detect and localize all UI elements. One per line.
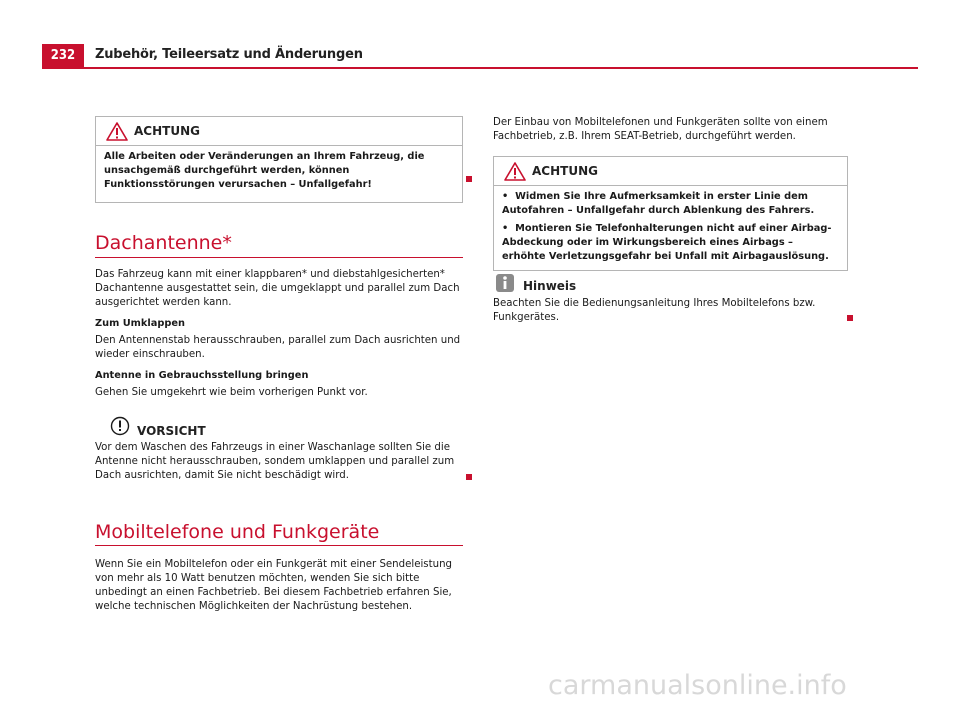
paragraph-einbau: Der Einbau von Mobiltelefonen und Funkgeräten sollte von einem Fachbetrieb, z.B. Ihrem SEAT-Betrieb, durchgeführt werden. <box>493 117 828 142</box>
paragraph-gebrauchsstellung: Gehen Sie umgekehrt wie beim vorherigen Punkt vor. <box>95 387 368 398</box>
caution-text: Vor dem Waschen des Fahrzeugs in einer Waschanlage sollten Sie die Antenne nicht herausschrauben, sondem umklappen und parallel zum Dach ausrichten, damit Sie nicht beschädigt wird. <box>95 442 455 481</box>
warning-item: • Montieren Sie Telefonhalterungen nicht auf einer Airbag-Abdeckung oder im Wirkungsbereich eines Airbags – erhöhte Verletzungsgefahr bei Unfall mit Airbagauslösung. <box>502 223 832 262</box>
left-column <box>95 116 463 203</box>
caution-title: VORSICHT <box>137 424 206 438</box>
warning-header <box>96 117 462 146</box>
warning-title: ACHTUNG <box>532 164 598 178</box>
info-note-icon <box>495 273 515 293</box>
warning-triangle-icon <box>504 162 526 181</box>
caution-icon <box>110 416 130 436</box>
paragraph-umklappen: Den Antennenstab herausschrauben, parallel zum Dach ausrichten und wieder einschrauben. <box>95 335 461 360</box>
page-number: 232 <box>42 44 84 68</box>
subheading-gebrauchsstellung: Antenne in Gebrauchsstellung bringen <box>95 370 309 381</box>
section-heading-dachantenne: Dachantenne* <box>95 232 232 254</box>
warning-item: • Widmen Sie Ihre Aufmerksamkeit in erster Linie dem Autofahren – Unfallgefahr durch Ablenkung des Fahrers. <box>502 191 815 216</box>
paragraph-mobiltelefone: Wenn Sie ein Mobiltelefon oder ein Funkgerät mit einer Sendeleistung von mehr als 10 Watt benutzen möchten, wenden Sie sich bitte unbedingt an einen Fachbetrieb. Bei diesem Fachbetrieb erfahren Sie, welche technischen Möglichkeiten der Nachrüstung bestehen. <box>95 559 452 612</box>
section-body-dachantenne <box>95 268 465 400</box>
notice-text: Beachten Sie die Bedienungsanleitung Ihres Mobiltelefons bzw. Funkgerätes. <box>493 298 816 323</box>
warning-header <box>494 157 847 186</box>
subheading-umklappen: Zum Umklappen <box>95 318 185 329</box>
end-marker <box>466 474 472 480</box>
warning-triangle-icon <box>106 122 128 141</box>
section-divider <box>95 257 463 258</box>
warning-item-text: Montieren Sie Telefonhalterungen nicht auf einer Airbag-Abdeckung oder im Wirkungsbereich eines Airbags – erhöhte Verletzungsgefahr bei Unfall mit Airbagauslösung. <box>502 223 832 262</box>
warning-title: ACHTUNG <box>134 124 200 138</box>
section-heading-mobiltelefone: Mobiltelefone und Funkgeräte <box>95 521 380 543</box>
watermark: carmanualsonline.info <box>548 670 847 701</box>
end-marker <box>847 315 853 321</box>
header-divider <box>42 67 918 69</box>
warning-item-text: Widmen Sie Ihre Aufmerksamkeit in erster Linie dem Autofahren – Unfallgefahr durch Ablenkung des Fahrers. <box>502 191 815 216</box>
warning-box <box>95 116 463 203</box>
warning-box <box>493 156 848 271</box>
page-title: Zubehör, Teileersatz und Änderungen <box>95 47 363 62</box>
section-divider <box>95 545 463 546</box>
paragraph-intro: Das Fahrzeug kann mit einer klappbaren* und diebstahlgesicherten* Dachantenne ausgestattet sein, die umgeklappt und parallel zum Dach ausgerichtet werden kann. <box>95 269 460 308</box>
notice-title: Hinweis <box>523 279 577 293</box>
warning-text: Alle Arbeiten oder Veränderungen an Ihrem Fahrzeug, die unsachgemäß durchgeführt werden, können Funktionsstörungen verursachen – Unfallgefahr! <box>104 151 425 190</box>
end-marker <box>466 176 472 182</box>
